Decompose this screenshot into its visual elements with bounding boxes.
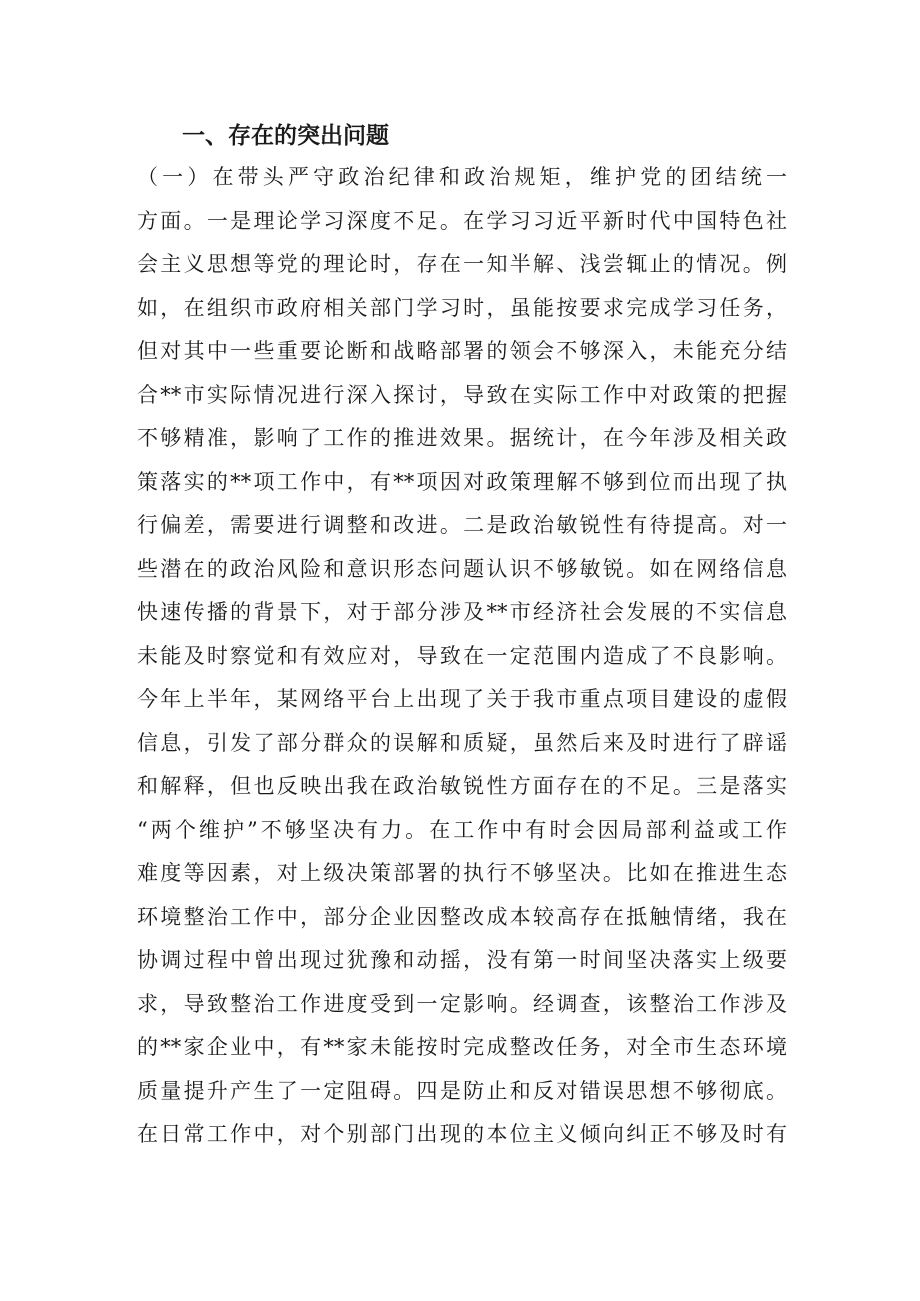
text-line: 未能及时察觉和有效应对，导致在一定范围内造成了不良影响。 [137,643,787,668]
text-line: 今年上半年，某网络平台上出现了关于我市重点项目建设的虚假 [137,687,787,711]
text-line: 的**家企业中，有**家未能按时完成整改任务，对全市生态环境 [137,1035,787,1059]
text-line: 快速传播的背景下，对于部分涉及**市经济社会发展的不实信息 [137,600,787,624]
body-paragraph [137,156,787,1157]
text-line: （一）在带头严守政治纪律和政治规矩，维护党的团结统一 [137,165,787,189]
text-line: 会主义思想等党的理论时，存在一知半解、浅尝辄止的情况。例 [137,252,787,276]
text-line: 方面。一是理论学习深度不足。在学习习近平新时代中国特色社 [137,208,787,233]
text-line: “两个维护”不够坚决有力。在工作中有时会因局部利益或工作 [137,817,787,842]
text-line: 协调过程中曾出现过犹豫和动摇，没有第一时间坚决落实上级要 [137,948,787,972]
text-line: 环境整治工作中，部分企业因整改成本较高存在抵触情绪，我在 [137,904,787,929]
text-line: 信息，引发了部分群众的误解和质疑，虽然后来及时进行了辟谣 [137,730,787,755]
text-line: 合**市实际情况进行深入探讨，导致在实际工作中对政策的把握 [137,382,787,407]
text-line: 但对其中一些重要论断和战略部署的领会不够深入，未能充分结 [137,339,787,363]
text-line: 质量提升产生了一定阻碍。四是防止和反对错误思想不够彻底。 [137,1078,787,1103]
section-heading: 一、存在的突出问题 [182,123,389,149]
text-line: 难度等因素，对上级决策部署的执行不够坚决。比如在推进生态 [137,861,787,885]
text-line: 如，在组织市政府相关部门学习时，虽能按要求完成学习任务， [137,295,787,320]
text-line: 策落实的**项工作中，有**项因对政策理解不够到位而出现了执 [137,469,787,494]
text-line: 些潜在的政治风险和意识形态问题认识不够敏锐。如在网络信息 [137,556,787,581]
text-line: 在日常工作中，对个别部门出现的本位主义倾向纠正不够及时有 [137,1122,787,1146]
text-line: 行偏差，需要进行调整和改进。二是政治敏锐性有待提高。对一 [137,513,787,537]
text-line: 不够精准，影响了工作的推进效果。据统计，在今年涉及相关政 [137,426,787,450]
text-line: 和解释，但也反映出我在政治敏锐性方面存在的不足。三是落实 [137,774,787,798]
text-line: 求，导致整治工作进度受到一定影响。经调查，该整治工作涉及 [137,991,787,1016]
